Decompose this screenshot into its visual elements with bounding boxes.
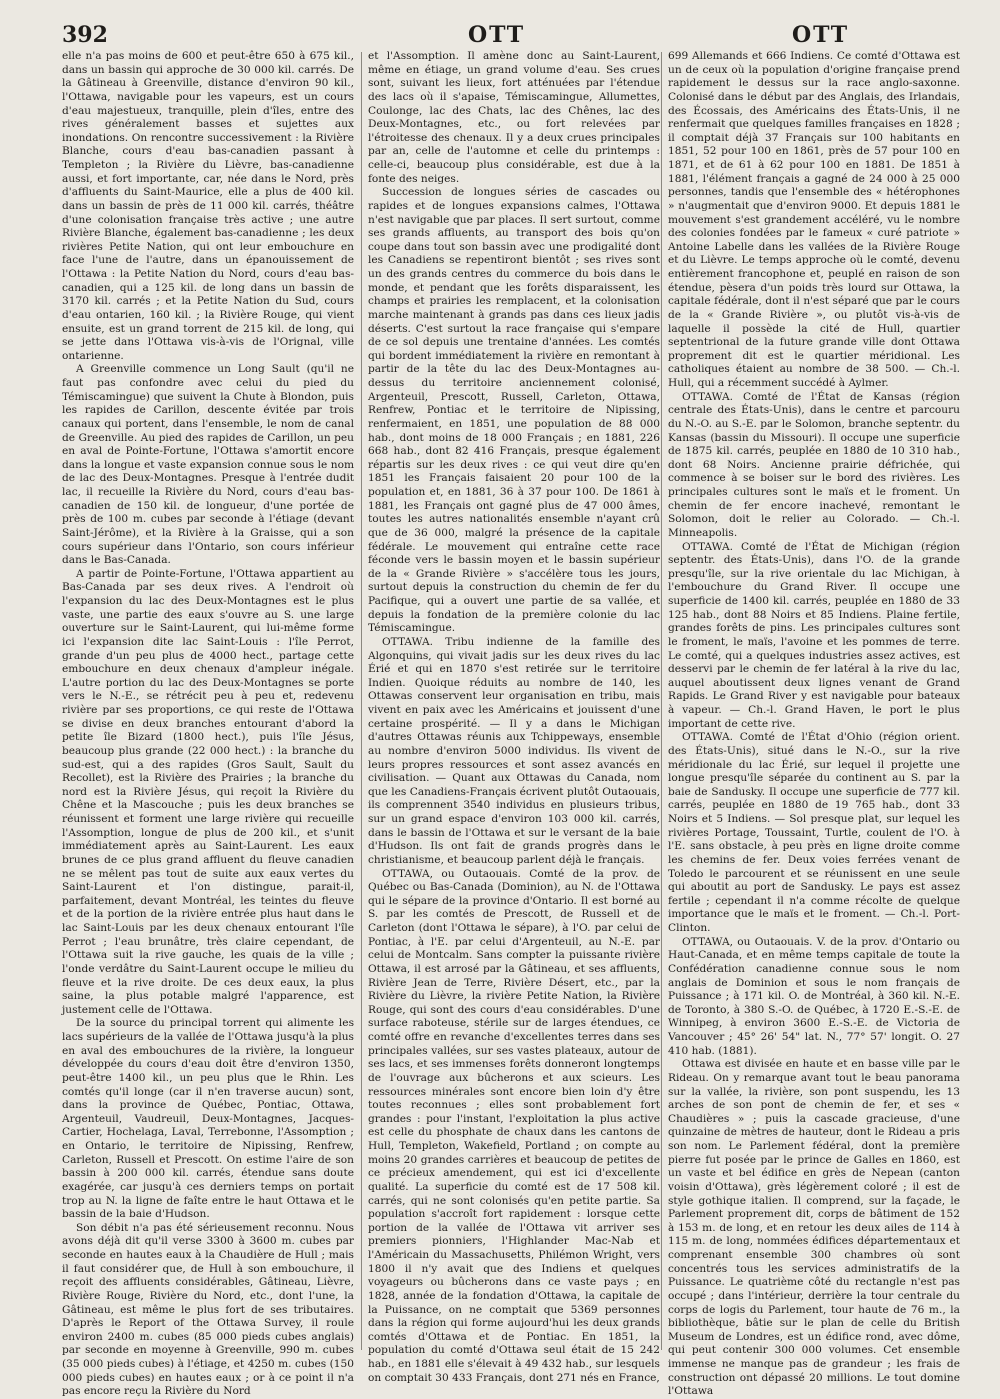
page-header — [0, 14, 1000, 54]
paragraph: Succession de longues séries de cascades ou rapides et de longues expansions calmes, l'Ottawa n'est navigable que par places. Il sert surtout, comme ses grands affluents, au transport des bois qu'on coupe dans tout son bassin avec une prodigalité dont les Canadiens se repentiront bientôt ; ses rives sont un des grands centres du commerce du bois dans le monde, et pendant que les forêts disparaissent, les champs et prairies les remplacent, et la colonisation marche maintenant à grands pas dans ces lieux jadis déserts. C'est surtout la race française qui s'empare de ce sol depuis une trentaine d'années. Les comtés qui bordent immédiatement la rivière en remontant à partir de la tête du lac des Deux-Montagnes au-dessus du territoire anciennement colonisé, Argenteuil, Prescott, Russell, Carleton, Ottawa, Renfrew, Pontiac et le territoire de Nipissing, renfermaient, en 1851, une population de 88 000 hab., dont moins de 18 000 Français ; en 1881, 226 668 hab., dont 82 416 Français, presque également répartis sur les deux rives : ce qui veut dire qu'en 1851 les Français faisaient 20 pour 100 de la population et, en 1881, 36 à 37 pour 100. De 1861 à 1881, les Français ont gagné plus de 47 000 âmes, toutes les autres nationalités ensemble n'ayant crû que de 36 000, malgré la présence de la capitale fédérale. Le mouvement qui entraîne cette race féconde vers le bassin moyen et le bassin supérieur de la « Grande Rivière » s'accélère tous les jours, surtout depuis la construction du chemin de fer du Pacifique, qui a ouvert une partie de sa vallée, et depuis la fondation de la première colonie du lac Témiscamingue. — [368, 186, 660, 635]
paragraph: et l'Assomption. Il amène donc au Saint-Laurent, même en étiage, un grand volume d'eau. Ses crues sont, suivant les lieux, fort atténuées par l'étendue des lacs où il s'apaise, Témiscamingue, Allumettes, Coulonge, lac des Chats, lac des Chênes, lac des Deux-Montagnes, etc., ou fort relevées par l'étroitesse des chenaux. Il y a deux crues principales par an, celle de l'automne et celle du printemps : celle-ci, beaucoup plus considérable, est due à la fonte des neiges. — [368, 50, 660, 185]
column-divider — [661, 52, 662, 1350]
running-head-right: OTT — [792, 22, 850, 48]
paragraph: A Greenville commence un Long Sault (qu'il ne faut pas confondre avec celui du pied du Témiscamingue) que suivent la Chute à Blondon, puis les rapides de Carillon, descente évitée par trois canaux qui portent, dans l'ensemble, le nom de canal de Greenville. Au pied des rapides de Carillon, un peu en aval de Pointe-Fortune, l'Ottawa s'amortit encore dans la longue et vaste expansion connue sous le nom de lac des Deux-Montagnes. Presque à l'entrée dudit lac, il recueille la Rivière du Nord, cours d'eau bas-canadien de 150 kil. de longueur, d'une portée de près de 100 m. cubes par seconde à l'étiage (devant Saint-Jérôme), et la Rivière à la Graisse, qui a son cours supérieur dans l'Ontario, son cours inférieur dans le Bas-Canada. — [62, 363, 354, 567]
entry-ottawa-city: OTTAWA, ou Outaouais. V. de la prov. d'Ontario ou Haut-Canada, et en même temps capitale de toute la Confédération canadienne connue sous le nom anglais de Dominion et sous le nom français de Puissance ; à 171 kil. O. de Montréal, à 360 kil. N.-E. de Toronto, à 380 S.-O. de Québec, à 1720 E.-S.-E. de Winnipeg, à environ 3600 E.-S.-E. de Victoria de Vancouver ; 45° 26' 54" lat. N., 77° 57' longit. O. 27 410 hab. (1881). — [668, 935, 960, 1057]
column-divider — [361, 52, 362, 1350]
paragraph: De la source du principal torrent qui alimente les lacs supérieurs de la vallée de l'Ottawa jusqu'à la plus en aval des embouchures de la rivière, la longueur développée du cours d'eau doit être d'environ 1350, peut-être 1400 kil., un peu plus que le Rhin. Les comtés qu'il longe (car il n'en traverse aucun) sont, dans la province de Québec, Pontiac, Ottawa, Argenteuil, Vaudreuil, Deux-Montagnes, Jacques-Cartier, Hochelaga, Laval, Terrebonne, l'Assomption ; en Ontario, le territoire de Nipissing, Renfrew, Carleton, Russell et Prescott. On estime l'aire de son bassin à 200 000 kil. carrés, étendue sans doute exagérée, car jusqu'à ces derniers temps on portait trop au N. la ligne de faîte entre le haut Ottawa et le bassin de la baie d'Hudson. — [62, 1017, 354, 1221]
paragraph: Ottawa est divisée en haute et en basse ville par le Rideau. On y remarque avant tout le beau panorama sur la vallée, la rivière, son pont suspendu, les 13 arches de son pont de chemin de fer, et ses « Chaudières » ; puis la cascade gracieuse, d'une quinzaine de mètres de hauteur, dont le Rideau a pris son nom. Le Parlement fédéral, dont la première pierre fut posée par le prince de Galles en 1860, est un vaste et bel édifice en grès de Nepean (canton voisin d'Ottawa), grès légèrement coloré ; il est de style gothique italien. Il comprend, sur la façade, le Parlement proprement dit, corps de bâtiment de 152 à 153 m. de long, et en retour les deux ailes de 114 à 115 m. de long, nommées édifices départementaux et comprenant ensemble 300 chambres où sont concentrés tous les services administratifs de la Puissance. Le quatrième côté du rectangle n'est pas occupé ; dans l'intérieur, derrière la tour centrale du corps de logis du Parlement, tour haute de 76 m., la bibliothèque, bâtie sur le plan de celle du British Museum de Londres, est un édifice rond, avec dôme, qui peut contenir 300 000 volumes. Cet ensemble immense ne manque pas de grandeur ; les frais de construction ont dépassé 20 millions. Le tout domine l'Ottawa — [668, 1058, 960, 1398]
entry-ottawa-ohio: OTTAWA. Comté de l'État d'Ohio (région orient. des États-Unis), situé dans le N.-O., sur la rive méridionale du lac Érié, sur lequel il projette une longue presqu'île séparée du continent au S. par la baie de Sandusky. Il occupe une superficie de 777 kil. carrés, peuplée en 1880 de 19 765 hab., dont 33 Noirs et 5 Indiens. — Sol presque plat, sur lequel les rivières Portage, Toussaint, Turtle, coulent de l'O. à l'E. sans obstacle, à peu près en ligne droite comme les chemins de fer. Deux voies ferrées venant de Toledo le parcourent et se réunissent en une seule qui aboutit au port de Sandusky. Le pays est assez fertile ; cependant il n'a comme récolte de quelque importance que le maïs et le froment. — Ch.-l. Port-Clinton. — [668, 731, 960, 934]
paragraph: Son débit n'a pas été sérieusement reconnu. Nous avons déjà dit qu'il verse 3300 à 3600 m. cubes par seconde en hautes eaux à la Chaudière de Hull ; mais il faut considérer que, de Hull à son embouchure, il reçoit des affluents considérables, Gâtineau, Lièvre, Rivière Rouge, Rivière du Nord, etc., dont l'une, la Gâtineau, est même le plus fort de ses tributaires. D'après le Report of the Ottawa Survey, il roule environ 2400 m. cubes (85 000 pieds cubes anglais) par seconde en moyenne à Greenville, 990 m. cubes (35 000 pieds cubes) à l'étiage, et 4250 m. cubes (150 000 pieds cubes) en hautes eaux ; or à ce point il n'a pas encore reçu la Rivière du Nord — [62, 1221, 354, 1398]
entry-ottawa-michigan: OTTAWA. Comté de l'État de Michigan (région septentr. des États-Unis), dans l'O. de la grande presqu'île, sur la rive orientale du lac Michigan, à l'embouchure du Grand River. Il occupe une superficie de 1400 kil. carrés, peuplée en 1880 de 33 125 hab., dont 88 Noirs et 85 Indiens. Plaine fertile, grandes forêts de pins. Les principales cultures sont le froment, le maïs, l'avoine et les pommes de terre. Le comté, qui a quelques industries assez actives, est desservi par le chemin de fer latéral à la rive du lac, auquel aboutissent deux lignes venant de Grand Rapids. Le Grand River y est navigable pour bateaux à vapeur. — Ch.-l. Grand Haven, le port le plus important de cette rive. — [668, 540, 960, 730]
paragraph: 699 Allemands et 666 Indiens. Ce comté d'Ottawa est un de ceux où la population d'origine française prend rapidement le dessus sur la race anglo-saxonne. Colonisé dans le début par des Anglais, des Irlandais, des Écossais, des Américains des États-Unis, il ne renfermait que quelques familles françaises en 1828 ; il comptait déjà 37 Français sur 100 habitants en 1851, 52 pour 100 en 1861, près de 57 pour 100 en 1871, et de 61 à 62 pour 100 en 1881. De 1851 à 1881, l'élément français a gagné de 24 000 à 25 000 personnes, tandis que l'ensemble des « hétérophones » n'augmentait que d'environ 9000. Et depuis 1881 le mouvement s'est grandement accéléré, vu le nombre des colonies fondées par le fameux « curé patriote » Antoine Labelle dans les vallées de la Rivière Rouge et du Lièvre. Le temps approche où le comté, devenu entièrement francophone et, peuplé en raison de son étendue, pèsera d'un poids très lourd sur Ottawa, la capitale fédérale, dont il n'est séparé que par le cours de la « Grande Rivière », ou plutôt vis-à-vis de laquelle il possède la cité de Hull, quartier septentrional de la future grande ville dont Ottawa proprement dit est le quartier méridional. Les catholiques étaient au nombre de 38 500. — Ch.-l. Hull, qui a récemment succédé à Aylmer. — [668, 50, 960, 389]
paragraph: A partir de Pointe-Fortune, l'Ottawa appartient au Bas-Canada par ses deux rives. A l'endroit où l'expansion du lac des Deux-Montagnes est le plus vaste, une partie des eaux s'ouvre au S. une large ouverture sur le Saint-Laurent, qui lui-même forme ici l'expansion dite lac Saint-Louis : l'île Perrot, grande d'un peu plus de 4000 hect., partage cette embouchure en deux chenaux d'ampleur inégale. L'autre portion du lac des Deux-Montagnes se porte vers le N.-E., se rétrécit peu à peu et, redevenu rivière par ses proportions, ce qui reste de l'Ottawa se divise en deux branches entourant d'abord la petite île Bizard (1800 hect.), puis l'île Jésus, beaucoup plus grande (22 000 hect.) : la branche du sud-est, qui a des rapides (Gros Sault, Sault du Recollet), est la Rivière des Prairies ; la branche du nord est la Rivière Jésus, qui reçoit la Rivière du Chêne et la Mascouche ; puis les deux branches se réunissent et forment une large rivière qui recueille l'Assomption, longue de plus de 200 kil., et s'unit immédiatement après au Saint-Laurent. Les eaux brunes de ce plus grand affluent du fleuve canadien ne se mêlent pas tout de suite aux eaux vertes du Saint-Laurent et l'on distingue, parait-il, parfaitement, devant Montréal, les teintes du fleuve et de la portion de la rivière entrée plus haut dans le lac Saint-Louis par les deux chenaux entourant l'île Perrot ; l'eau brunâtre, très claire cependant, de l'Ottawa suit la rive gauche, les quais de la ville ; l'onde verdâtre du Saint-Laurent occupe le milieu du fleuve et la rive droite. De ces deux eaux, la plus saine, la plus potable malgré l'apparence, est justement celle de l'Ottawa. — [62, 567, 354, 1016]
paragraph: elle n'a pas moins de 600 et peut-être 650 à 675 kil., dans un bassin qui approche de 30 000 kil. carrés. De la Gâtineau à Greenville, distance d'environ 90 kil., l'Ottawa, navigable pour les vapeurs, est un cours d'eau majestueux, tranquille, plein d'îles, entre des rives généralement basses et sujettes aux inondations. On rencontre successivement : la Rivière Blanche, cours d'eau bas-canadien passant à Templeton ; la Rivière du Lièvre, bas-canadienne aussi, et fort importante, car, née dans le Nord, près d'affluents du Saint-Maurice, elle a plus de 400 kil. dans un bassin de près de 11 000 kil. carrés, théâtre d'une colonisation française très active ; une autre Rivière Blanche, également bas-canadienne ; les deux rivières Petite Nation, qui ont leur embouchure en face l'une de l'autre, dans un épanouissement de l'Ottawa : la Petite Nation du Nord, cours d'eau bas-canadien, qui a 125 kil. de long dans un bassin de 3170 kil. carrés ; et la Petite Nation du Sud, cours d'eau ontarien, 160 kil. ; la Rivière Rouge, qui vient ensuite, est un grand torrent de 215 kil. de long, qui se jette dans l'Ottawa vis-à-vis de l'Orignal, ville ontarienne. — [62, 50, 354, 362]
entry-ottawa-tribe: OTTAWA. Tribu indienne de la famille des Algonquins, qui vivait jadis sur les deux rives du lac Érié et qui en 1870 s'est retirée sur le territoire Indien. Quoique réduits au nombre de 140, les Ottawas conservent leur organisation en tribu, mais vivent en paix avec les Américains et jouissent d'une certaine prospérité. — Il y a dans le Michigan d'autres Ottawas réunis aux Tchippeways, ensemble au nombre d'environ 5000 individus. Ils vivent de leurs propres ressources et sont assez avancés en civilisation. — Quant aux Ottawas du Canada, nom que les Canadiens-Français écrivent plutôt Outaouais, ils comprennent 3540 individus en plusieurs tribus, sur un grand espace d'environ 103 000 kil. carrés, dans le bassin de l'Ottawa et sur le versant de la baie d'Hudson. Ils ont fait de grands progrès dans le christianisme, et beaucoup parlent déjà le français. — [368, 635, 660, 866]
text-column-1 — [62, 50, 354, 1398]
page-number: 392 — [62, 22, 108, 48]
text-column-3 — [668, 50, 960, 1398]
entry-ottawa-quebec: OTTAWA, ou Outaouais. Comté de la prov. de Québec ou Bas-Canada (Dominion), au N. de l'Ottawa qui le sépare de la province d'Ontario. Il est borné au S. par les comtés de Prescott, de Russell et de Carleton (dont l'Ottawa le sépare), à l'O. par celui de Pontiac, à l'E. par celui d'Argenteuil, au N.-E. par celui de Montcalm. Sans compter la puissante rivière Ottawa, il est arrosé par la Gâtineau, et ses affluents, Rivière Jean de Terre, Rivière Désert, etc., par la Rivière du Lièvre, la rivière Petite Nation, la Rivière Rouge, qui sont des cours d'eau considérables. D'une surface raboteuse, stérile sur de larges étendues, ce comté offre en revanche d'excellentes terres dans ses principales vallées, sur ses vastes plateaux, autour de ses lacs, et ses immenses forêts donneront longtemps de l'ouvrage aux bûcherons et aux scieurs. Les ressources minérales sont encore bien loin d'y être toutes reconnues ; elles sont probablement fort grandes : pour l'instant, l'exploitation la plus active est celle du phosphate de chaux dans les cantons de Hull, Templeton, Wakefield, Portland ; on compte au moins 20 grandes carrières et beaucoup de petites de ce précieux amendement, qui est ici d'excellente qualité. La superficie du comté est de 17 508 kil. carrés, qui ne sont colonisés qu'en petite partie. Sa population s'accroît fort rapidement : lorsque cette portion de la vallée de l'Ottawa vit arriver ses premiers pionniers, l'Highlander Mac-Nab et l'Américain du Massachusetts, Philémon Wright, vers 1800 il n'y avait que des Indiens et quelques voyageurs ou bûcherons dans ce vaste pays ; en 1828, année de la fondation d'Ottawa, la capitale de la Puissance, on ne comptait que 5369 personnes dans la région qui forme aujourd'hui les deux grands comtés d'Ottawa et de Pontiac. En 1851, la population du comté d'Ottawa seul était de 15 242 hab., en 1881 elle s'élevait à 49 432 hab., sur lesquels on comptait 30 433 Français, dont 271 nés en France, — [368, 867, 660, 1384]
entry-ottawa-kansas: OTTAWA. Comté de l'État de Kansas (région centrale des États-Unis), dans le centre et parcouru du N.-O. au S.-E. par le Solomon, branche septentr. du Kansas (bassin du Missouri). Il occupe une superficie de 1875 kil. carrés, peuplée en 1880 de 10 310 hab., dont 68 Noirs. Ancienne prairie défrichée, qui commence à se boiser sur le bord des rivières. Les principales cultures sont le maïs et le froment. Un chemin de fer encore inachevé, remontant le Solomon, doit le relier au Colorado. — Ch.-l. Minneapolis. — [668, 390, 960, 539]
text-column-2 — [368, 50, 660, 1384]
running-head-center: OTT — [468, 22, 526, 48]
